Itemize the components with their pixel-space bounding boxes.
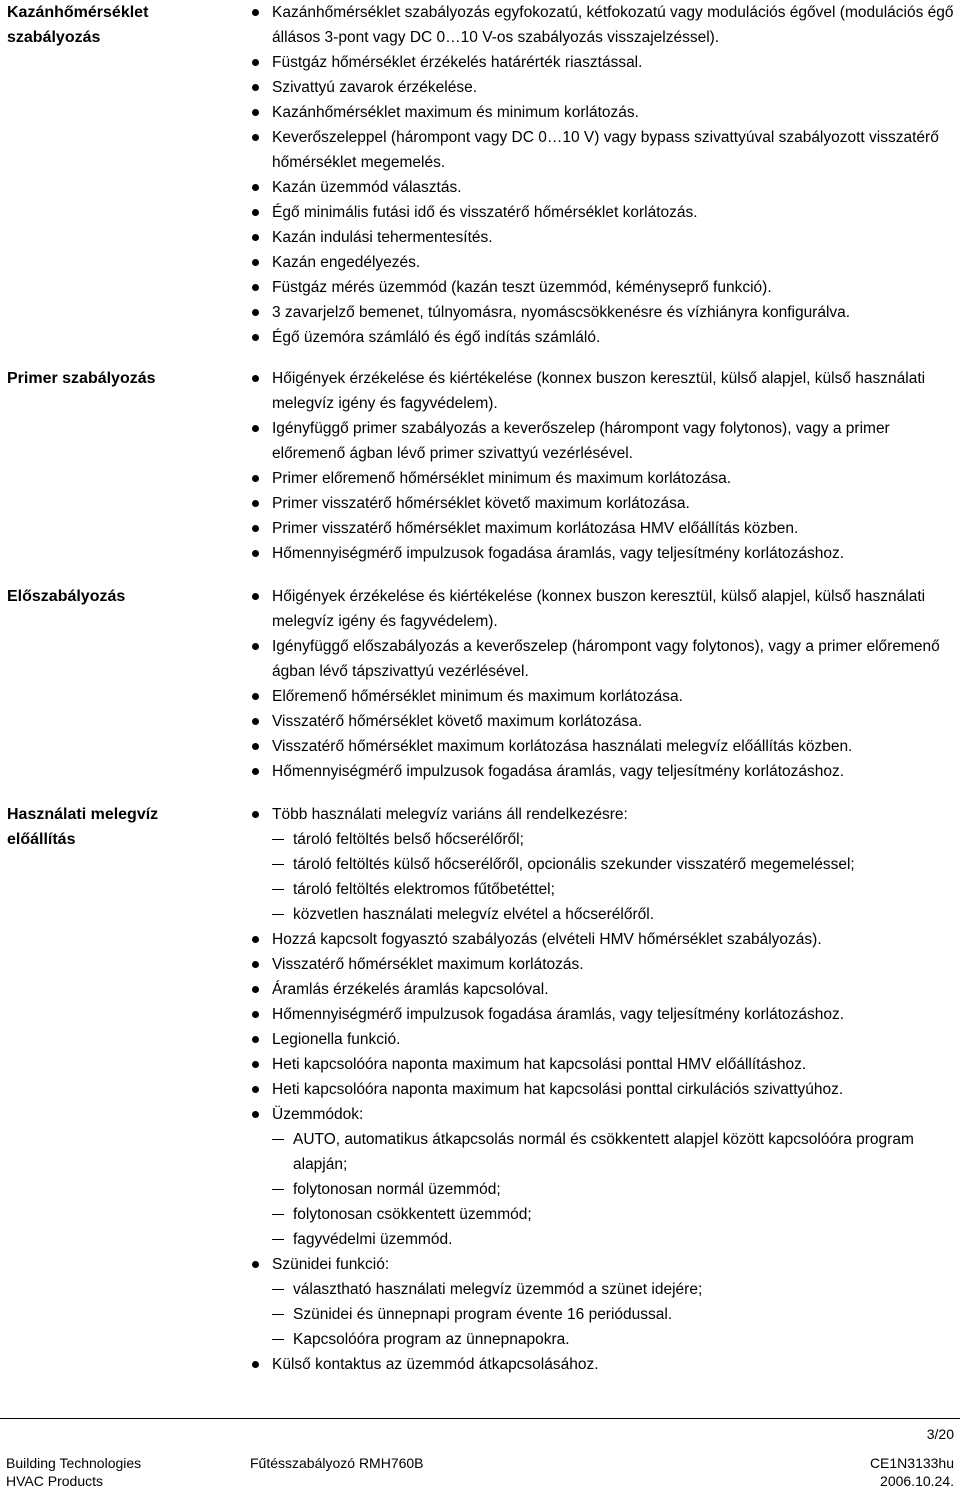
bullet-icon — [252, 259, 259, 266]
list-item — [250, 802, 956, 827]
sub-list-item — [250, 1177, 956, 1202]
list-item — [250, 325, 956, 350]
sub-item-text: tároló feltöltés elektromos fűtőbetéttel; — [293, 881, 555, 898]
list-item — [250, 1102, 956, 1127]
dash-icon — [272, 914, 284, 915]
list-item — [250, 977, 956, 1002]
sub-list-item — [250, 902, 956, 927]
list-item-text: 3 zavarjelző bemenet, túlnyomásra, nyomáscsökkenésre és vízhiányra konfigurálva. — [272, 304, 851, 321]
list-item-text: Szivattyú zavarok érzékelése. — [272, 79, 478, 96]
item-list — [250, 0, 956, 350]
sub-item-text: tároló feltöltés belső hőcserélőről; — [293, 831, 524, 848]
list-item-text: Heti kapcsolóóra naponta maximum hat kapcsolási ponttal cirkulációs szivattyúhoz. — [272, 1081, 844, 1098]
list-item — [250, 125, 956, 175]
dash-icon — [272, 864, 284, 865]
list-item-text: Primer visszatérő hőmérséklet maximum korlátozása HMV előállítás közben. — [272, 520, 799, 537]
list-item — [250, 759, 956, 784]
list-item-text: Visszatérő hőmérséklet maximum korlátozása használati melegvíz előállítás közben. — [272, 738, 853, 755]
bullet-icon — [252, 768, 259, 775]
list-item-text: Keverőszeleppel (hárompont vagy DC 0…10 V) vagy bypass szivattyúval szabályozott visszatérő hőmérséklet megemelés. — [272, 129, 939, 171]
list-item-text: Égő minimális futási idő és visszatérő hőmérséklet korlátozás. — [272, 204, 698, 221]
dash-icon — [272, 1339, 284, 1340]
section-title: Kazánhőmérséklet szabályozás — [7, 4, 149, 46]
list-item-text: Kazán engedélyezés. — [272, 254, 421, 271]
sub-item-text: AUTO, automatikus átkapcsolás normál és csökkentett alapjel között kapcsolóóra program alapján; — [293, 1131, 914, 1173]
bullet-icon — [252, 693, 259, 700]
dash-icon — [272, 889, 284, 890]
bullet-icon — [252, 550, 259, 557]
footer-date: 2006.10.24. — [880, 1473, 954, 1489]
list-item-text: Legionella funkció. — [272, 1031, 401, 1048]
bullet-icon — [252, 1361, 259, 1368]
sub-list-item — [250, 1227, 956, 1252]
list-item-text: Hőigények érzékelése és kiértékelése (konnex buszon keresztül, külső alapjel, külső használati melegvíz igény és fagyvédelem). — [272, 370, 926, 412]
list-item — [250, 1252, 956, 1277]
dash-icon — [272, 1314, 284, 1315]
bullet-icon — [252, 234, 259, 241]
sub-list-item — [250, 827, 956, 852]
list-item — [250, 275, 956, 300]
bullet-icon — [252, 593, 259, 600]
list-item — [250, 416, 956, 466]
list-item — [250, 200, 956, 225]
list-item-text: Szünidei funkció: — [272, 1256, 390, 1273]
page-number: 3/20 — [926, 1426, 954, 1442]
list-item — [250, 366, 956, 416]
item-list — [250, 584, 956, 784]
list-item-text: Visszatérő hőmérséklet maximum korlátozás. — [272, 956, 584, 973]
bullet-icon — [252, 309, 259, 316]
list-item-text: Füstgáz mérés üzemmód (kazán teszt üzemmód, kéményseprő funkció). — [272, 279, 772, 296]
list-item-text: Hőmennyiségmérő impulzusok fogadása áramlás, vagy teljesítmény korlátozáshoz. — [272, 763, 845, 780]
dash-icon — [272, 1189, 284, 1190]
sub-item-text: tároló feltöltés külső hőcserélőről, opcionális szekunder visszatérő megemeléssel; — [293, 856, 855, 873]
sub-item-text: közvetlen használati melegvíz elvétel a hőcserélőről. — [293, 906, 654, 923]
item-list — [250, 802, 956, 1377]
list-item — [250, 75, 956, 100]
sub-item-text: Kapcsolóóra program az ünnepnapokra. — [293, 1331, 570, 1348]
list-item — [250, 584, 956, 634]
list-item — [250, 100, 956, 125]
footer-product: Fűtésszabályozó RMH760B — [250, 1455, 424, 1471]
bullet-icon — [252, 84, 259, 91]
bullet-icon — [252, 986, 259, 993]
bullet-icon — [252, 9, 259, 16]
list-item — [250, 50, 956, 75]
sub-list-item — [250, 877, 956, 902]
sub-list-item — [250, 1302, 956, 1327]
list-item — [250, 541, 956, 566]
dash-icon — [272, 1289, 284, 1290]
list-item-text: Primer visszatérő hőmérséklet követő maximum korlátozása. — [272, 495, 690, 512]
list-item — [250, 250, 956, 275]
list-item-text: Hőigények érzékelése és kiértékelése (konnex buszon keresztül, külső alapjel, külső használati melegvíz igény és fagyvédelem). — [272, 588, 926, 630]
list-item — [250, 300, 956, 325]
list-item — [250, 734, 956, 759]
list-item — [250, 952, 956, 977]
dash-icon — [272, 839, 284, 840]
list-item-text: Hőmennyiségmérő impulzusok fogadása áramlás, vagy teljesítmény korlátozáshoz. — [272, 545, 845, 562]
bullet-icon — [252, 718, 259, 725]
bullet-icon — [252, 1011, 259, 1018]
list-item-text: Hőmennyiségmérő impulzusok fogadása áramlás, vagy teljesítmény korlátozáshoz. — [272, 1006, 845, 1023]
list-item — [250, 709, 956, 734]
bullet-icon — [252, 811, 259, 818]
bullet-icon — [252, 284, 259, 291]
sub-item-text: választható használati melegvíz üzemmód a szünet idejére; — [293, 1281, 703, 1298]
bullet-icon — [252, 961, 259, 968]
list-item-text: Primer előremenő hőmérséklet minimum és maximum korlátozása. — [272, 470, 732, 487]
bullet-icon — [252, 643, 259, 650]
sub-list-item — [250, 1127, 956, 1177]
list-item — [250, 1077, 956, 1102]
list-item-text: Igényfüggő primer szabályozás a keverőszelep (hárompont vagy folytonos), vagy a primer előremenő ágban lévő primer szivattyú vezérlésével. — [272, 420, 890, 462]
bullet-icon — [252, 1261, 259, 1268]
bullet-icon — [252, 109, 259, 116]
list-item-text: Kazánhőmérséklet szabályozás egyfokozatú, kétfokozatú vagy modulációs égővel (modulációs égő állásos 3-pont vagy DC 0…10 V-os szabályozás visszajelzéssel). — [272, 4, 954, 46]
bullet-icon — [252, 936, 259, 943]
list-item-text: Kazán indulási tehermentesítés. — [272, 229, 493, 246]
sub-item-text: folytonosan normál üzemmód; — [293, 1181, 501, 1198]
bullet-icon — [252, 1086, 259, 1093]
list-item — [250, 1052, 956, 1077]
sub-item-text: fagyvédelmi üzemmód. — [293, 1231, 453, 1248]
footer-document-id: CE1N3133hu — [869, 1455, 954, 1471]
bullet-icon — [252, 1111, 259, 1118]
list-item — [250, 1027, 956, 1052]
list-item — [250, 491, 956, 516]
list-item — [250, 0, 956, 50]
list-item-text: Üzemmódok: — [272, 1106, 364, 1123]
list-item-text: Heti kapcsolóóra naponta maximum hat kapcsolási ponttal HMV előállításhoz. — [272, 1056, 807, 1073]
bullet-icon — [252, 525, 259, 532]
list-item-text: Áramlás érzékelés áramlás kapcsolóval. — [272, 981, 549, 998]
bullet-icon — [252, 500, 259, 507]
list-item-text: Kazán üzemmód választás. — [272, 179, 462, 196]
list-item — [250, 175, 956, 200]
sub-list-item — [250, 1277, 956, 1302]
dash-icon — [272, 1239, 284, 1240]
list-item — [250, 225, 956, 250]
bullet-icon — [252, 743, 259, 750]
list-item — [250, 466, 956, 491]
sub-list-item — [250, 1327, 956, 1352]
bullet-icon — [252, 59, 259, 66]
list-item — [250, 516, 956, 541]
section-title: Használati melegvíz előállítás — [7, 806, 159, 848]
bullet-icon — [252, 1036, 259, 1043]
list-item-text: Hozzá kapcsolt fogyasztó szabályozás (elvételi HMV hőmérséklet szabályozás). — [272, 931, 822, 948]
dash-icon — [272, 1139, 284, 1140]
bullet-icon — [252, 184, 259, 191]
list-item — [250, 1352, 956, 1377]
bullet-icon — [252, 475, 259, 482]
sub-list-item — [250, 1202, 956, 1227]
list-item — [250, 684, 956, 709]
sub-item-text: folytonosan csökkentett üzemmód; — [293, 1206, 532, 1223]
bullet-icon — [252, 209, 259, 216]
list-item-text: Égő üzemóra számláló és égő indítás számláló. — [272, 329, 601, 346]
list-item-text: Kazánhőmérséklet maximum és minimum korlátozás. — [272, 104, 639, 121]
list-item-text: Füstgáz hőmérséklet érzékelés határérték riasztással. — [272, 54, 643, 71]
footer-divider — [0, 1418, 960, 1419]
list-item-text: Visszatérő hőmérséklet követő maximum korlátozása. — [272, 713, 643, 730]
dash-icon — [272, 1214, 284, 1215]
bullet-icon — [252, 134, 259, 141]
list-item — [250, 634, 956, 684]
list-item-text: Több használati melegvíz variáns áll rendelkezésre: — [272, 806, 628, 823]
bullet-icon — [252, 425, 259, 432]
sub-list-item — [250, 852, 956, 877]
section-title: Primer szabályozás — [7, 370, 156, 387]
list-item-text: Igényfüggő előszabályozás a keverőszelep (hárompont vagy folytonos), vagy a primer előremenő ágban lévő tápszivattyú vezérlésével. — [272, 638, 940, 680]
item-list — [250, 366, 956, 566]
bullet-icon — [252, 375, 259, 382]
footer-division: HVAC Products — [6, 1473, 103, 1489]
section-title: Előszabályozás — [7, 588, 126, 605]
list-item — [250, 927, 956, 952]
footer-company: Building Technologies — [6, 1455, 142, 1471]
list-item-text: Külső kontaktus az üzemmód átkapcsolásához. — [272, 1356, 599, 1373]
bullet-icon — [252, 334, 259, 341]
sub-item-text: Szünidei és ünnepnapi program évente 16 periódussal. — [293, 1306, 673, 1323]
list-item-text: Előremenő hőmérséklet minimum és maximum korlátozása. — [272, 688, 683, 705]
bullet-icon — [252, 1061, 259, 1068]
list-item — [250, 1002, 956, 1027]
